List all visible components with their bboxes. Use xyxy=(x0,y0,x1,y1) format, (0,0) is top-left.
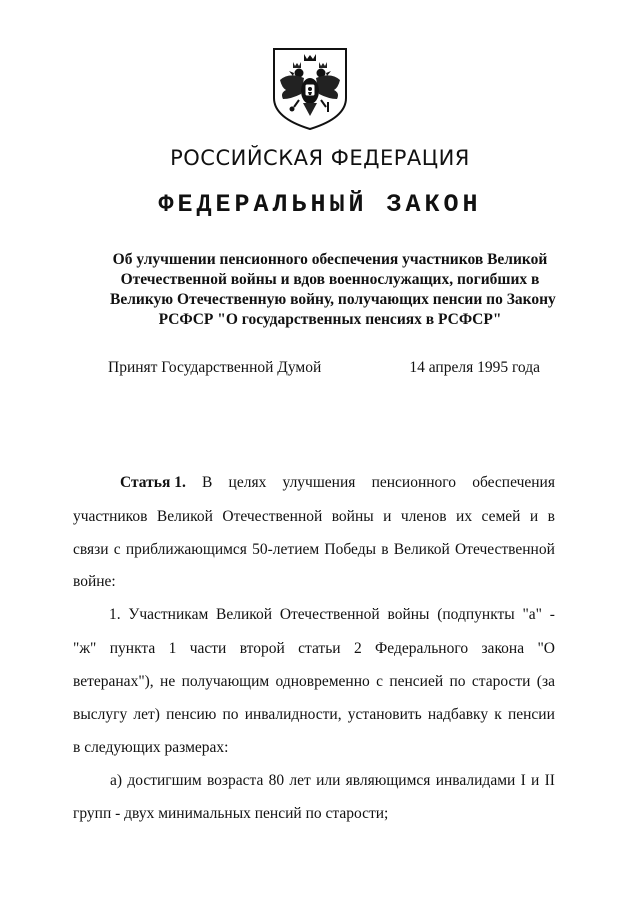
word: участников xyxy=(73,508,148,525)
word: в следующих размерах: xyxy=(73,739,229,756)
word: 2 xyxy=(353,640,362,657)
word: Отечественной xyxy=(454,541,555,558)
word: инвалидами xyxy=(435,772,516,789)
word: инвалидности, xyxy=(244,706,342,723)
text-line xyxy=(110,772,555,790)
word: и xyxy=(383,508,392,525)
word: пункта xyxy=(109,640,156,657)
word: "ж" xyxy=(73,640,97,657)
word: второй xyxy=(239,640,285,657)
article-label: Статья 1. xyxy=(120,474,186,491)
word: улучшения xyxy=(282,474,356,491)
word: по xyxy=(222,706,239,723)
text-line xyxy=(73,573,555,591)
word: (подпункты xyxy=(437,606,515,623)
word: закона xyxy=(481,640,525,657)
word: Отечественной xyxy=(279,606,380,623)
text-line xyxy=(73,673,555,691)
word: пенсией xyxy=(389,673,444,690)
word: получающим xyxy=(181,673,270,690)
word: 1 xyxy=(168,640,177,657)
word: по xyxy=(449,673,466,690)
word: обеспечения xyxy=(472,474,555,491)
word: Великой xyxy=(216,606,273,623)
word: с xyxy=(113,541,121,558)
word: к xyxy=(494,706,502,723)
word: семей xyxy=(481,508,521,525)
text-line xyxy=(73,541,555,559)
word: Отечественной xyxy=(222,508,323,525)
word: пенсию xyxy=(166,706,217,723)
word: 80 xyxy=(268,772,285,789)
word: II xyxy=(544,772,555,789)
word: в xyxy=(381,541,389,558)
word: 50-летием xyxy=(252,541,320,558)
law-title-line: Отечественной войны и вдов военнослужащих, погибших в xyxy=(120,271,540,288)
word: целях xyxy=(228,474,267,491)
word: войны xyxy=(331,508,374,525)
word: Участникам xyxy=(128,606,209,623)
word: и xyxy=(531,772,540,789)
word: возраста xyxy=(206,772,264,789)
law-title-line: РСФСР "О государственных пенсиях в РСФСР" xyxy=(158,311,502,328)
word: Великой xyxy=(393,541,450,558)
adoption-date: 14 апреля 1995 года xyxy=(409,359,540,376)
text-line xyxy=(73,805,555,823)
word: в xyxy=(547,508,555,525)
document-type: ФЕДЕРАЛЬНЫЙ ЗАКОН xyxy=(158,190,482,219)
word: или xyxy=(316,772,341,789)
word: не xyxy=(160,673,176,690)
word: "О xyxy=(537,640,555,657)
word: приближающимся xyxy=(125,541,247,558)
word: войны xyxy=(387,606,430,623)
word: Федерального xyxy=(375,640,469,657)
law-title xyxy=(110,250,556,330)
word: пенсии xyxy=(507,706,555,723)
word: достигшим xyxy=(127,772,202,789)
text-line xyxy=(73,508,555,526)
word: (за xyxy=(536,673,555,690)
word: групп - двух минимальных пенсий по старости; xyxy=(73,805,389,822)
word: лет xyxy=(289,772,311,789)
word: связи xyxy=(73,541,109,558)
word: установить xyxy=(347,706,422,723)
word: В xyxy=(202,474,213,491)
word: пенсионного xyxy=(371,474,457,491)
word: их xyxy=(456,508,473,525)
double-headed-eagle-icon xyxy=(271,46,349,132)
text-line xyxy=(120,474,555,492)
word: войне: xyxy=(73,573,116,590)
word: выслугу xyxy=(73,706,128,723)
text-line xyxy=(73,706,555,724)
word: - xyxy=(549,606,555,623)
word: части xyxy=(189,640,227,657)
word: статьи xyxy=(298,640,341,657)
word: членов xyxy=(400,508,447,525)
word: Великой xyxy=(156,508,213,525)
adopting-body: Принят Государственной Думой xyxy=(108,359,322,376)
law-title-line: Об улучшении пенсионного обеспечения участников Великой xyxy=(112,251,548,268)
word: "а" xyxy=(522,606,542,623)
word: надбавку xyxy=(427,706,489,723)
adoption-line xyxy=(108,359,540,377)
word: одновременно xyxy=(275,673,370,690)
word: Победы xyxy=(324,541,376,558)
coat-of-arms-emblem xyxy=(271,46,349,132)
word: старости xyxy=(471,673,531,690)
word: I xyxy=(520,772,526,789)
text-line xyxy=(109,606,555,624)
text-line xyxy=(73,739,555,757)
country-name: РОССИЙСКАЯ ФЕДЕРАЦИЯ xyxy=(170,146,470,170)
law-title-line: Великую Отечественную войну, получающих пенсии по Закону xyxy=(110,291,556,308)
word: с xyxy=(376,673,383,690)
word: а) xyxy=(110,772,123,789)
word: и xyxy=(529,508,539,525)
text-line xyxy=(73,640,555,658)
word: 1. xyxy=(109,606,121,623)
word: являющимся xyxy=(345,772,431,789)
word: лет) xyxy=(133,706,160,723)
word: ветеранах"), xyxy=(73,673,154,690)
